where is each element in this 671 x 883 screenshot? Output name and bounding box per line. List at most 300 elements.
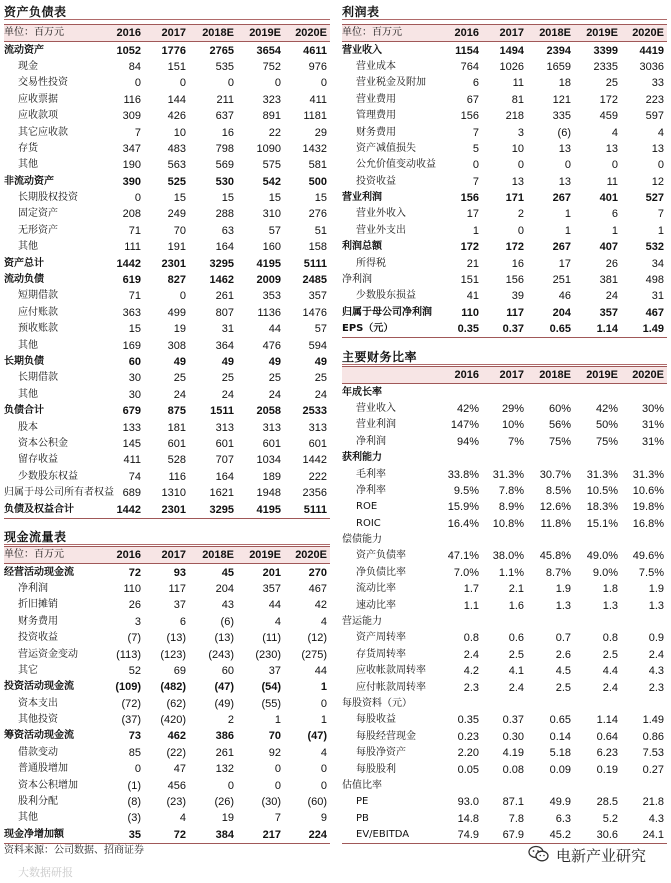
row-value: 3654 — [256, 44, 281, 57]
row-value: 0 — [227, 779, 234, 792]
row-value: 1442 — [302, 454, 327, 467]
row-value: 10.8% — [492, 517, 524, 530]
table-row — [342, 239, 667, 255]
row-value: (62) — [166, 697, 186, 710]
row-value: 71 — [128, 224, 141, 237]
row-value: 7 — [274, 812, 281, 825]
row-value: 4.3 — [648, 812, 664, 825]
row-label: 公允价值变动收益 — [356, 159, 436, 171]
row-value: (230) — [255, 648, 281, 661]
row-value: 31 — [651, 290, 664, 303]
row-value — [574, 614, 621, 630]
row-value: 121 — [552, 93, 571, 106]
row-label: 少数股东权益 — [18, 470, 78, 482]
row-value: 2.6 — [555, 648, 571, 661]
row-value: 0.7 — [555, 632, 571, 645]
row-label: 流动比率 — [356, 583, 396, 595]
row-value: 0 — [320, 779, 327, 792]
table-row — [342, 778, 667, 794]
table-row — [342, 305, 667, 321]
row-label: 利润总额 — [342, 241, 382, 253]
row-value: 363 — [122, 306, 141, 319]
row-value — [440, 532, 482, 548]
year-header: 2020E — [284, 547, 330, 564]
table-row — [4, 92, 330, 108]
row-value — [574, 532, 621, 548]
row-value: 875 — [167, 405, 186, 418]
table-row — [4, 124, 330, 140]
row-label: 股本 — [18, 421, 38, 433]
row-value: 357 — [262, 582, 281, 595]
row-value: 30.6 — [574, 827, 621, 844]
table-row — [4, 501, 330, 518]
row-value: 5.18 — [549, 747, 571, 760]
row-value: 0 — [657, 159, 664, 172]
row-value: 323 — [262, 93, 281, 106]
wechat-icon — [528, 845, 550, 863]
row-value: 164 — [215, 241, 234, 254]
row-value: 75% — [548, 435, 571, 448]
row-value: 309 — [122, 110, 141, 123]
row-value: 10.5% — [586, 484, 618, 497]
financial-ratios-table — [342, 366, 667, 844]
row-value: 30 — [128, 388, 141, 401]
year-header: 2019E — [237, 547, 284, 564]
row-value: 563 — [167, 159, 186, 172]
ratios-title: 主要财务比率 — [342, 350, 418, 364]
table-row — [4, 419, 330, 435]
row-value: 224 — [284, 827, 330, 844]
row-value: 1476 — [302, 306, 327, 319]
table-row — [342, 255, 667, 271]
table-row — [4, 810, 330, 826]
row-value: 4 — [274, 615, 281, 628]
row-value: 2.4 — [508, 681, 524, 694]
row-value — [527, 614, 574, 630]
row-value: 67 — [466, 93, 479, 106]
row-value: (420) — [160, 714, 186, 727]
row-label: 存货 — [18, 142, 38, 154]
row-value: 24 — [173, 388, 186, 401]
table-row — [4, 614, 330, 630]
row-value: 60 — [128, 356, 141, 368]
row-value: 16 — [221, 126, 234, 139]
row-label: 资产周转率 — [356, 632, 406, 644]
row-label: 现金 — [18, 60, 38, 72]
row-label: 财务费用 — [356, 126, 396, 138]
row-label: 折旧摊销 — [18, 599, 58, 611]
row-label: 应收票据 — [18, 93, 58, 105]
cashflow-title-rule — [4, 544, 330, 545]
row-value: 72 — [144, 827, 189, 844]
row-label: 营运资金变动 — [18, 648, 78, 660]
row-value: 19 — [221, 812, 234, 825]
income-title: 利润表 — [342, 5, 380, 19]
row-value: 7 — [134, 126, 141, 139]
table-row — [342, 565, 667, 581]
row-value: 4 — [320, 615, 327, 628]
row-value: 0.05 — [457, 763, 479, 776]
row-value: 42 — [314, 599, 327, 612]
row-value: 52 — [128, 664, 141, 677]
row-value: 19 — [173, 323, 186, 336]
row-value: 17 — [558, 257, 571, 270]
table-header-row — [342, 367, 667, 384]
row-label: 资本公积增加 — [18, 779, 78, 791]
row-value: 38.0% — [492, 550, 524, 563]
row-value — [527, 450, 574, 466]
row-value: 13 — [511, 175, 524, 188]
row-value: 267 — [552, 192, 571, 205]
row-label: 营业收入 — [356, 402, 396, 414]
table-header-row — [4, 25, 330, 42]
unit-label: 单位：百万元 — [4, 25, 100, 42]
row-value: 581 — [308, 159, 327, 172]
row-value: 5.2 — [602, 812, 618, 825]
row-label: 流动资产 — [4, 44, 44, 56]
row-value: 4611 — [303, 44, 327, 57]
row-value: 597 — [645, 110, 664, 123]
row-value: 0.37 — [482, 321, 527, 338]
row-value: 26 — [605, 257, 618, 270]
row-label: 营业利润 — [342, 192, 382, 204]
row-value: 4195 — [256, 257, 281, 270]
row-value: 11 — [512, 77, 524, 90]
row-value: 2.1 — [508, 583, 524, 596]
table-row — [342, 59, 667, 75]
row-value: 18.3% — [586, 501, 618, 514]
row-value: 2533 — [302, 405, 327, 418]
row-value: 891 — [262, 110, 281, 123]
row-value: 1 — [320, 714, 327, 727]
row-value: 0.65 — [527, 321, 574, 338]
year-header: 2017 — [144, 547, 189, 564]
row-value: 313 — [262, 421, 281, 434]
row-value: 1 — [564, 224, 571, 237]
row-label: 投资收益 — [18, 632, 58, 644]
row-value: 4419 — [639, 44, 664, 57]
row-value: 357 — [599, 306, 618, 319]
row-value: 1154 — [455, 44, 479, 57]
row-value: 5111 — [284, 501, 330, 518]
row-value: 110 — [461, 306, 479, 319]
row-value: 1 — [611, 224, 618, 237]
row-value: 407 — [599, 241, 618, 254]
row-value: 601 — [215, 437, 234, 450]
row-label: 资本支出 — [18, 697, 58, 709]
row-label: 其它应收款 — [18, 126, 68, 138]
row-value: 261 — [215, 290, 234, 303]
table-row — [342, 223, 667, 239]
row-value: 498 — [645, 274, 664, 287]
row-value: 1 — [274, 714, 281, 727]
row-value: 1090 — [256, 142, 281, 155]
row-value: 6.3 — [555, 812, 571, 825]
row-label: 营业收入 — [342, 44, 382, 56]
row-value: 94% — [456, 435, 479, 448]
row-value: 2356 — [302, 487, 327, 500]
row-label: 其他 — [18, 159, 38, 171]
row-value: (243) — [208, 648, 234, 661]
year-header: 2020E — [621, 367, 667, 384]
row-value: (7) — [127, 632, 141, 645]
row-value: (12) — [307, 632, 327, 645]
row-value: 2 — [517, 208, 524, 221]
row-value: 151 — [460, 274, 479, 287]
row-value: 15.9% — [447, 501, 479, 514]
row-value: 2485 — [302, 274, 327, 287]
table-row — [4, 206, 330, 222]
row-value: 72 — [128, 566, 141, 579]
row-value: 752 — [262, 60, 281, 73]
row-value: 2.4 — [602, 681, 618, 694]
row-value: 0.8 — [463, 632, 479, 645]
row-value: 12.6% — [539, 501, 571, 514]
row-value: 31% — [641, 419, 664, 432]
row-label: 留存收益 — [18, 454, 58, 466]
row-label: 营业外支出 — [356, 224, 406, 236]
row-value: 8.5% — [545, 484, 571, 497]
table-row — [4, 223, 330, 239]
row-value: 527 — [645, 192, 664, 205]
row-value: 528 — [167, 454, 186, 467]
row-label: 其他投资 — [18, 714, 58, 726]
row-value: 31% — [641, 435, 664, 448]
row-value: 117 — [506, 306, 524, 319]
row-value: 2.5 — [602, 648, 618, 661]
table-row — [342, 827, 667, 844]
row-value: 169 — [122, 339, 141, 352]
row-value: 49 — [314, 356, 327, 368]
row-value: 0.86 — [642, 730, 664, 743]
row-label: 负债及权益合计 — [4, 501, 100, 518]
year-header: 2016 — [100, 547, 144, 564]
row-value: 2 — [227, 714, 234, 727]
row-value: 1621 — [209, 487, 234, 500]
row-value: 24.1 — [621, 827, 667, 844]
row-value: 8.7% — [545, 566, 571, 579]
row-value: 6 — [472, 77, 479, 90]
table-row — [4, 745, 330, 761]
row-label: 所得税 — [356, 257, 386, 269]
row-value: 4.19 — [502, 747, 524, 760]
table-row — [342, 466, 667, 482]
year-header: 2020E — [284, 25, 330, 42]
row-label: 应收款项 — [18, 110, 58, 122]
row-value: 276 — [308, 208, 327, 221]
row-label: 获利能力 — [342, 452, 382, 464]
row-value: 60% — [548, 402, 571, 415]
row-label: 净利润 — [356, 435, 386, 447]
row-value: 6.23 — [596, 747, 618, 760]
row-value: 798 — [215, 142, 234, 155]
row-label: 应付账款 — [18, 306, 58, 318]
row-value: 1.3 — [648, 599, 664, 612]
row-value — [527, 384, 574, 401]
row-value: 1136 — [257, 306, 281, 319]
row-value: (3) — [127, 812, 141, 825]
row-value — [482, 450, 527, 466]
row-value: 1.8 — [602, 583, 618, 596]
row-value: 50% — [595, 419, 618, 432]
row-value: 0.6 — [508, 632, 524, 645]
table-row — [4, 485, 330, 501]
row-value: 74 — [128, 470, 141, 483]
row-label: EPS（元） — [342, 321, 440, 338]
row-value: 679 — [122, 405, 141, 418]
table-row — [342, 679, 667, 695]
table-row — [342, 417, 667, 433]
row-value: 1 — [564, 208, 571, 221]
row-value: 9.0% — [592, 566, 618, 579]
row-value: 44 — [314, 664, 327, 677]
row-value: 0 — [320, 697, 327, 710]
row-value: (26) — [214, 796, 234, 809]
row-value: 2394 — [546, 44, 571, 57]
table-row — [4, 696, 330, 712]
row-label: 筹资活动现金流 — [4, 730, 74, 742]
row-value: 7.5% — [638, 566, 664, 579]
row-value: 0.8 — [602, 632, 618, 645]
row-value: 204 — [552, 306, 571, 319]
row-value: 462 — [167, 730, 186, 743]
row-value: 0.23 — [457, 730, 479, 743]
row-value: 33.8% — [447, 468, 479, 481]
row-value — [440, 450, 482, 466]
row-label: 营业外收入 — [356, 208, 406, 220]
row-label: 流动负债 — [4, 274, 44, 286]
table-row — [342, 384, 667, 401]
row-value: 4 — [611, 126, 618, 139]
table-row — [342, 92, 667, 108]
row-value: 535 — [215, 60, 234, 73]
row-value: 1.3 — [555, 599, 571, 612]
row-value: 9 — [320, 812, 327, 825]
row-value: (54) — [261, 681, 281, 694]
table-row — [4, 288, 330, 304]
row-value: 160 — [262, 241, 281, 254]
row-value: 601 — [167, 437, 186, 450]
row-value: (275) — [301, 648, 327, 661]
year-header: 2018E — [527, 25, 574, 42]
row-label: 每股资料（元） — [342, 698, 412, 709]
row-value: 1442 — [100, 501, 144, 518]
row-value: 1026 — [499, 60, 524, 73]
row-label: 短期借款 — [18, 290, 58, 302]
row-value: 411 — [309, 93, 327, 106]
row-value: 13 — [651, 142, 664, 155]
row-value: 16 — [511, 257, 524, 270]
row-value: 500 — [308, 175, 327, 188]
row-label: 无形资产 — [18, 224, 58, 236]
row-value: 267 — [552, 241, 571, 254]
table-row — [342, 108, 667, 124]
row-value: 44 — [268, 599, 281, 612]
row-label: 其他 — [18, 339, 38, 351]
row-value: 30 — [128, 372, 141, 385]
row-value: 42% — [456, 402, 479, 415]
row-value: 7% — [508, 435, 524, 448]
row-value: 189 — [262, 470, 281, 483]
row-value: 827 — [167, 274, 186, 287]
table-row — [4, 646, 330, 662]
row-value: 5 — [472, 142, 479, 155]
row-label: 管理费用 — [356, 110, 396, 122]
row-value: 976 — [308, 60, 327, 73]
row-value: 67.9 — [482, 827, 527, 844]
row-value: 1511 — [210, 405, 234, 418]
cashflow-title: 现金流量表 — [4, 530, 67, 544]
table-row — [4, 141, 330, 157]
row-value — [482, 696, 527, 712]
table-row — [4, 403, 330, 419]
row-label: 净负债比率 — [356, 566, 406, 578]
row-value: 1034 — [256, 454, 281, 467]
row-value: 0 — [320, 77, 327, 90]
row-label: 每股收益 — [356, 714, 396, 726]
row-label: 净利润 — [342, 274, 372, 286]
row-value: 117 — [168, 582, 186, 595]
row-label: ROIC — [356, 517, 381, 529]
row-label: 长期负债 — [4, 356, 44, 367]
row-value: (123) — [160, 648, 186, 661]
row-value: 132 — [215, 763, 234, 776]
row-label: 营业成本 — [356, 60, 396, 72]
row-value: 44 — [268, 323, 281, 336]
table-row — [342, 483, 667, 499]
year-header: 2016 — [100, 25, 144, 42]
row-value: 93 — [173, 566, 186, 579]
row-value: 381 — [599, 274, 618, 287]
row-label: 毛利率 — [356, 468, 386, 480]
table-row — [342, 532, 667, 548]
row-value: 2301 — [144, 501, 189, 518]
row-label: 预收账款 — [18, 323, 58, 335]
row-value: 1.1% — [498, 566, 524, 579]
row-value: (60) — [307, 796, 327, 809]
table-row — [342, 499, 667, 515]
row-value: 181 — [167, 421, 186, 434]
row-value: 601 — [308, 437, 327, 450]
row-value: 2301 — [161, 257, 186, 270]
row-value: 1659 — [546, 60, 571, 73]
row-value: 7.0% — [453, 566, 479, 579]
row-value: 4 — [179, 812, 186, 825]
row-value: (37) — [121, 714, 141, 727]
row-value: 251 — [552, 274, 571, 287]
table-row — [4, 42, 330, 59]
row-value: 0 — [564, 159, 571, 172]
row-value: 0.27 — [642, 763, 664, 776]
row-value: 51 — [314, 224, 327, 237]
row-value: 12 — [651, 175, 664, 188]
row-value: 190 — [122, 159, 141, 172]
row-value: 145 — [122, 437, 141, 450]
row-value: 384 — [189, 827, 237, 844]
row-value: 0 — [274, 779, 281, 792]
row-value: 37 — [173, 599, 186, 612]
row-value: 4.3 — [648, 665, 664, 678]
row-value: (47) — [307, 730, 327, 743]
row-value: 11 — [606, 175, 618, 188]
row-value: 532 — [645, 241, 664, 254]
table-row — [342, 647, 667, 663]
year-header: 2019E — [574, 25, 621, 42]
table-row — [4, 272, 330, 288]
row-value: 21.8 — [642, 796, 664, 809]
row-label: 每股股利 — [356, 763, 396, 775]
table-row — [342, 141, 667, 157]
